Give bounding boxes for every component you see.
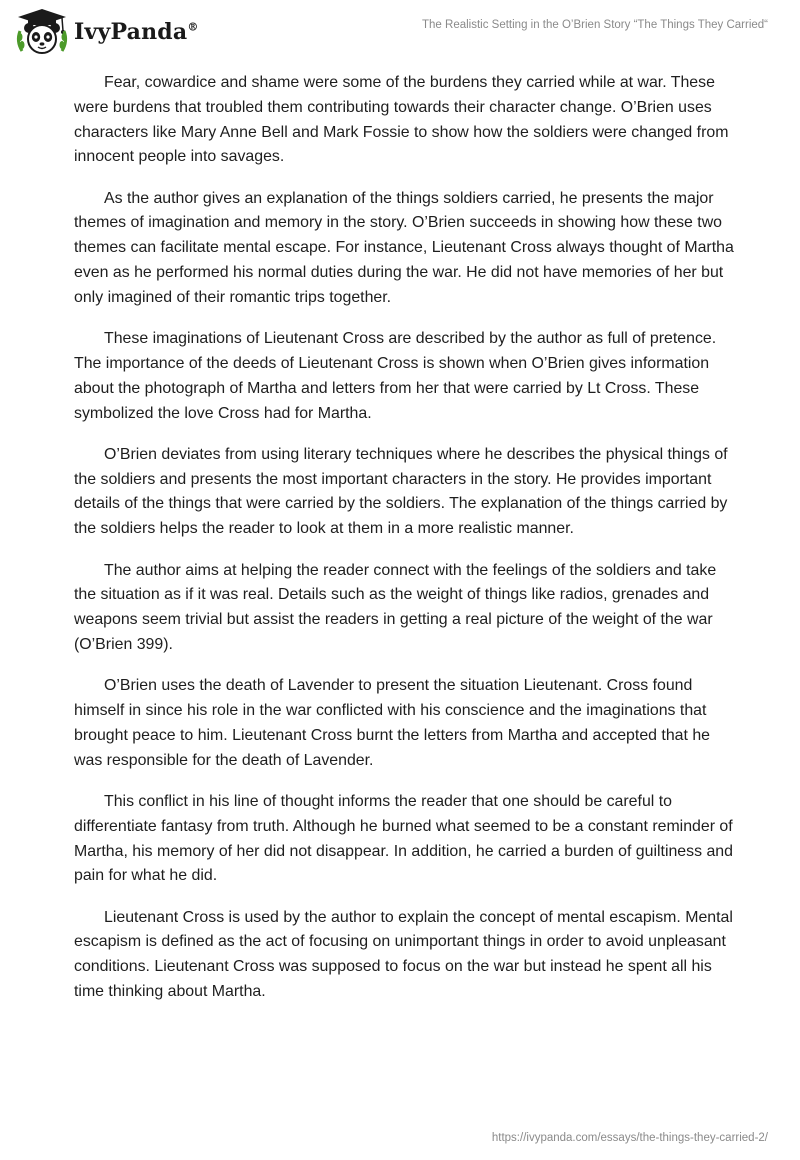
brand-name: IvyPanda® bbox=[74, 19, 199, 45]
paragraph: O’Brien uses the death of Lavender to present the situation Lieutenant. Cross found himself in since his role in the war conflicted with his conscience and the imaginations that brought peace to him. Lieutenant Cross burnt the letters from Martha and accepted that he was responsible for the death of Lavender. bbox=[74, 677, 710, 769]
essay-body bbox=[74, 71, 734, 1021]
panda-graduate-icon bbox=[14, 7, 70, 57]
paragraph: As the author gives an explanation of the things soldiers carried, he presents the major themes of imagination and memory in the story. O’Brien succeeds in showing how these two themes can facilitate mental escape. For instance, Lieutenant Cross always thought of Martha even as he performed his normal duties during the war. He did not have memories of her but only imagined of their romantic trips together. bbox=[74, 189, 734, 306]
paragraph: The author aims at helping the reader connect with the feelings of the soldiers and take the situation as if it was real. Details such as the weight of things like radios, grenades and weapons seem trivial but assist the readers in getting a real picture of the weight of the war (O’Brien 399). bbox=[74, 561, 717, 653]
registered-mark: ® bbox=[187, 20, 199, 34]
paragraph: Fear, cowardice and shame were some of the burdens they carried while at war. These were burdens that troubled them contributing towards their character change. O’Brien uses characters like Mary Anne Bell and Mark Fossie to show how the soldiers were changed from innocent people into savages. bbox=[74, 74, 729, 166]
document-title: The Realistic Setting in the O’Brien Story “The Things They Carried“ bbox=[422, 19, 768, 31]
paragraph: These imaginations of Lieutenant Cross are described by the author as full of pretence. The importance of the deeds of Lieutenant Cross is shown when O’Brien gives information about the photograph of Martha and letters from her that were carried by Lt Cross. These symbolized the love Cross had for Martha. bbox=[74, 330, 717, 422]
source-url-link[interactable]: https://ivypanda.com/essays/the-things-they-carried-2/ bbox=[491, 1132, 768, 1144]
paragraph: O’Brien deviates from using literary techniques where he describes the physical things of the soldiers and presents the most important characters in the story. He provides important details of the things that were carried by the soldiers. The explanation of the things carried by the soldiers helps the reader to look at them in a more realistic manner. bbox=[74, 445, 728, 538]
paragraph: Lieutenant Cross is used by the author to explain the concept of mental escapism. Mental escapism is defined as the act of focusing on unimportant things in order to avoid unpleasant conditions. Lieutenant Cross was supposed to focus on the war but instead he spent all his time thinking about Martha. bbox=[74, 908, 733, 1000]
page-header bbox=[0, 0, 800, 64]
paragraph: This conflict in his line of thought informs the reader that one should be careful to differentiate fantasy from truth. Although he burned what seemed to be a constant reminder of Martha, his memory of her did not disappear. In addition, he carried a burden of guiltiness and pain for what he did. bbox=[74, 792, 733, 885]
ivypanda-logo[interactable] bbox=[14, 7, 199, 57]
